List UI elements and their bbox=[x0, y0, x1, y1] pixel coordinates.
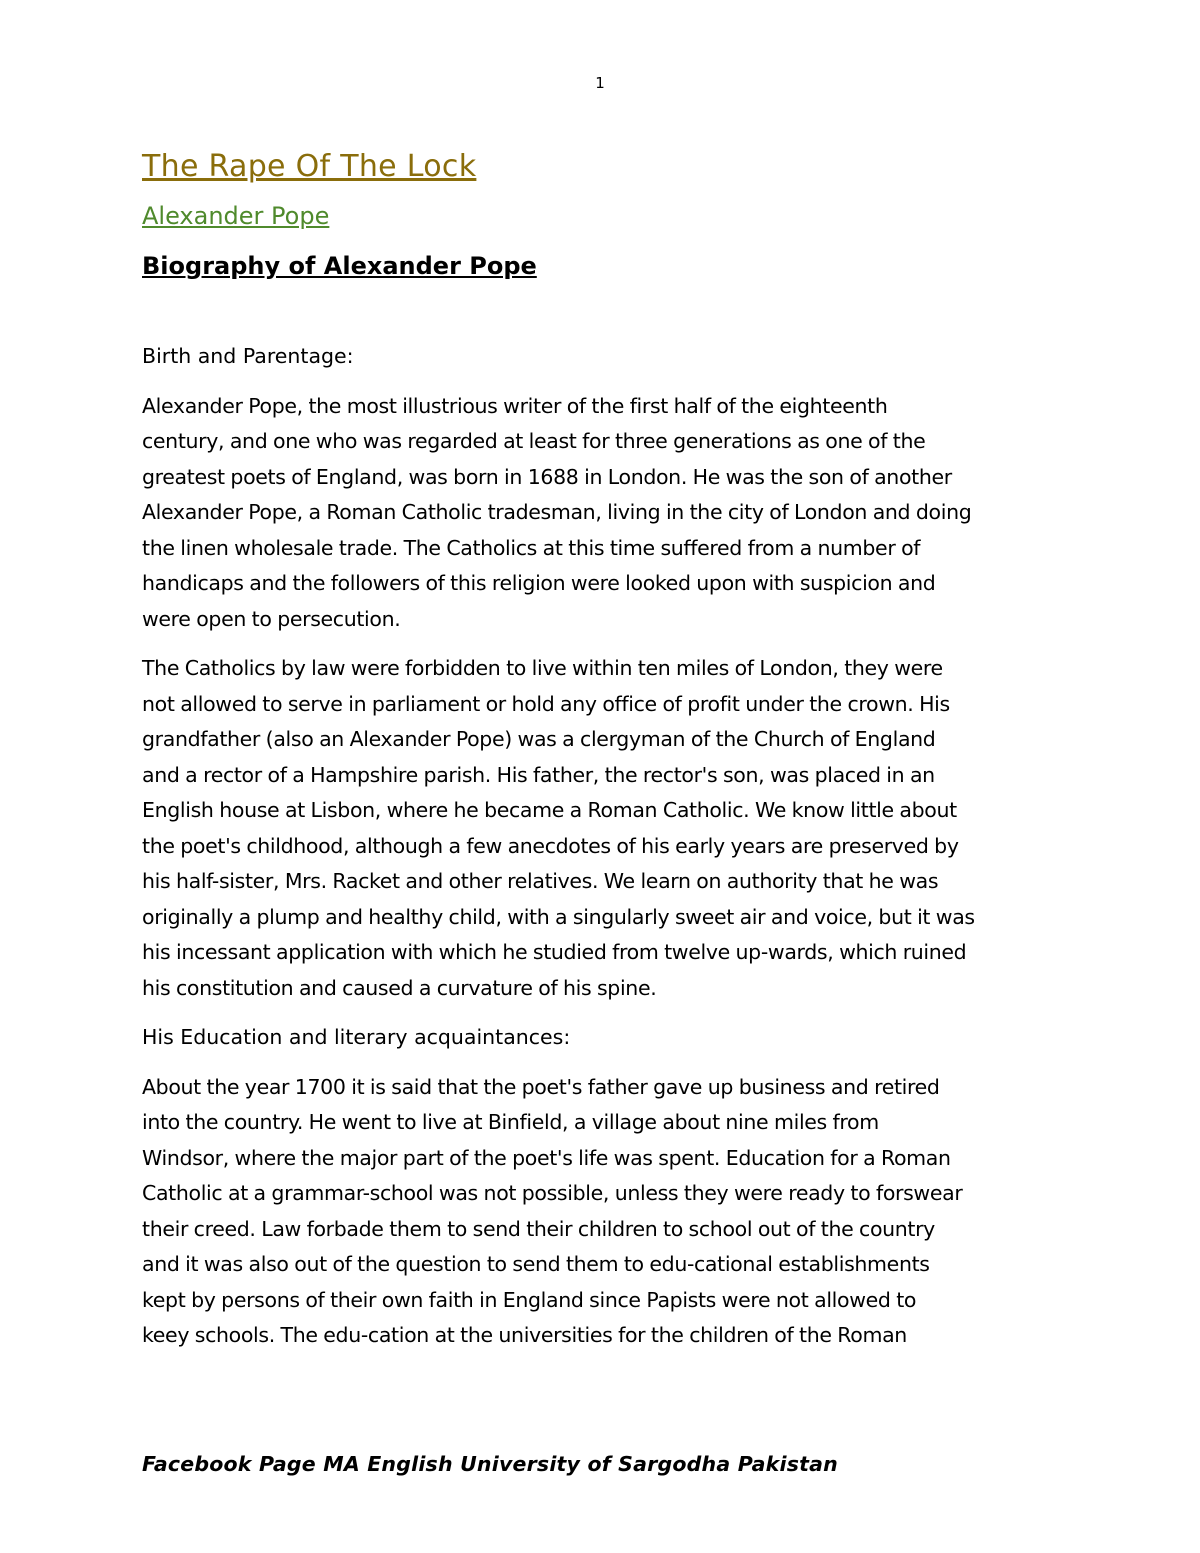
paragraph-line: their creed. Law forbade them to send their children to school out of the country bbox=[142, 1216, 935, 1241]
paragraph-line: Alexander Pope, the most illustrious writer of the first half of the eighteenth bbox=[142, 393, 888, 418]
paragraph-line: English house at Lisbon, where he became a Roman Catholic. We know little about bbox=[142, 798, 957, 822]
paragraph-line: The Catholics by law were forbidden to live within ten miles of London, they were bbox=[142, 656, 943, 680]
paragraph-line: About the year 1700 it is said that the poet's father gave up business and retired bbox=[142, 1074, 940, 1099]
paragraph-line: his incessant application with which he studied from twelve up-wards, which ruined bbox=[142, 940, 967, 964]
biography-heading: Biography of Alexander Pope bbox=[142, 252, 537, 280]
page-footer: Facebook Page MA English University of Sargodha Pakistan bbox=[142, 1452, 838, 1476]
author-name: Alexander Pope bbox=[142, 202, 330, 230]
paragraph-line: his half-sister, Mrs. Racket and other relatives. We learn on authority that he was bbox=[142, 869, 939, 893]
paragraph-line: keey schools. The edu-cation at the universities for the children of the Roman bbox=[142, 1323, 907, 1347]
paragraph-line: Alexander Pope, a Roman Catholic tradesman, living in the city of London and doing bbox=[142, 500, 972, 524]
paragraph-line: his constitution and caused a curvature of his spine. bbox=[142, 975, 657, 1000]
paragraph-line: handicaps and the followers of this religion were looked upon with suspicion and bbox=[142, 571, 936, 595]
body-paragraph bbox=[142, 651, 1062, 1006]
page-number: 1 bbox=[595, 74, 605, 92]
section-heading: His Education and literary acquaintances: bbox=[142, 1025, 571, 1049]
paragraph-line: Windsor, where the major part of the poet's life was spent. Education for a Roman bbox=[142, 1145, 951, 1170]
paragraph-line: century, and one who was regarded at least for three generations as one of the bbox=[142, 429, 926, 453]
body-paragraph bbox=[142, 389, 1062, 638]
paragraph-line: kept by persons of their own faith in England since Papists were not allowed to bbox=[142, 1287, 917, 1312]
paragraph-line: and a rector of a Hampshire parish. His father, the rector's son, was placed in an bbox=[142, 762, 935, 787]
paragraph-line: greatest poets of England, was born in 1688 in London. He was the son of another bbox=[142, 464, 952, 489]
paragraph-line: into the country. He went to live at Binfield, a village about nine miles from bbox=[142, 1110, 879, 1134]
body-paragraph bbox=[142, 1070, 1062, 1354]
document-title: The Rape Of The Lock bbox=[142, 149, 477, 184]
paragraph-line: grandfather (also an Alexander Pope) was a clergyman of the Church of England bbox=[142, 727, 936, 751]
paragraph-line: originally a plump and healthy child, with a singularly sweet air and voice, but it was bbox=[142, 904, 975, 929]
section-heading: Birth and Parentage: bbox=[142, 344, 354, 368]
paragraph-line: were open to persecution. bbox=[142, 606, 401, 631]
paragraph-line: the poet's childhood, although a few anecdotes of his early years are preserved by bbox=[142, 833, 959, 858]
paragraph-line: and it was also out of the question to send them to edu-cational establishments bbox=[142, 1252, 930, 1276]
paragraph-line: not allowed to serve in parliament or hold any office of profit under the crown. His bbox=[142, 691, 950, 716]
paragraph-line: the linen wholesale trade. The Catholics at this time suffered from a number of bbox=[142, 535, 921, 560]
sections-container bbox=[142, 339, 1062, 1354]
document-body bbox=[142, 145, 1062, 1368]
paragraph-line: Catholic at a grammar-school was not possible, unless they were ready to forswear bbox=[142, 1181, 963, 1205]
